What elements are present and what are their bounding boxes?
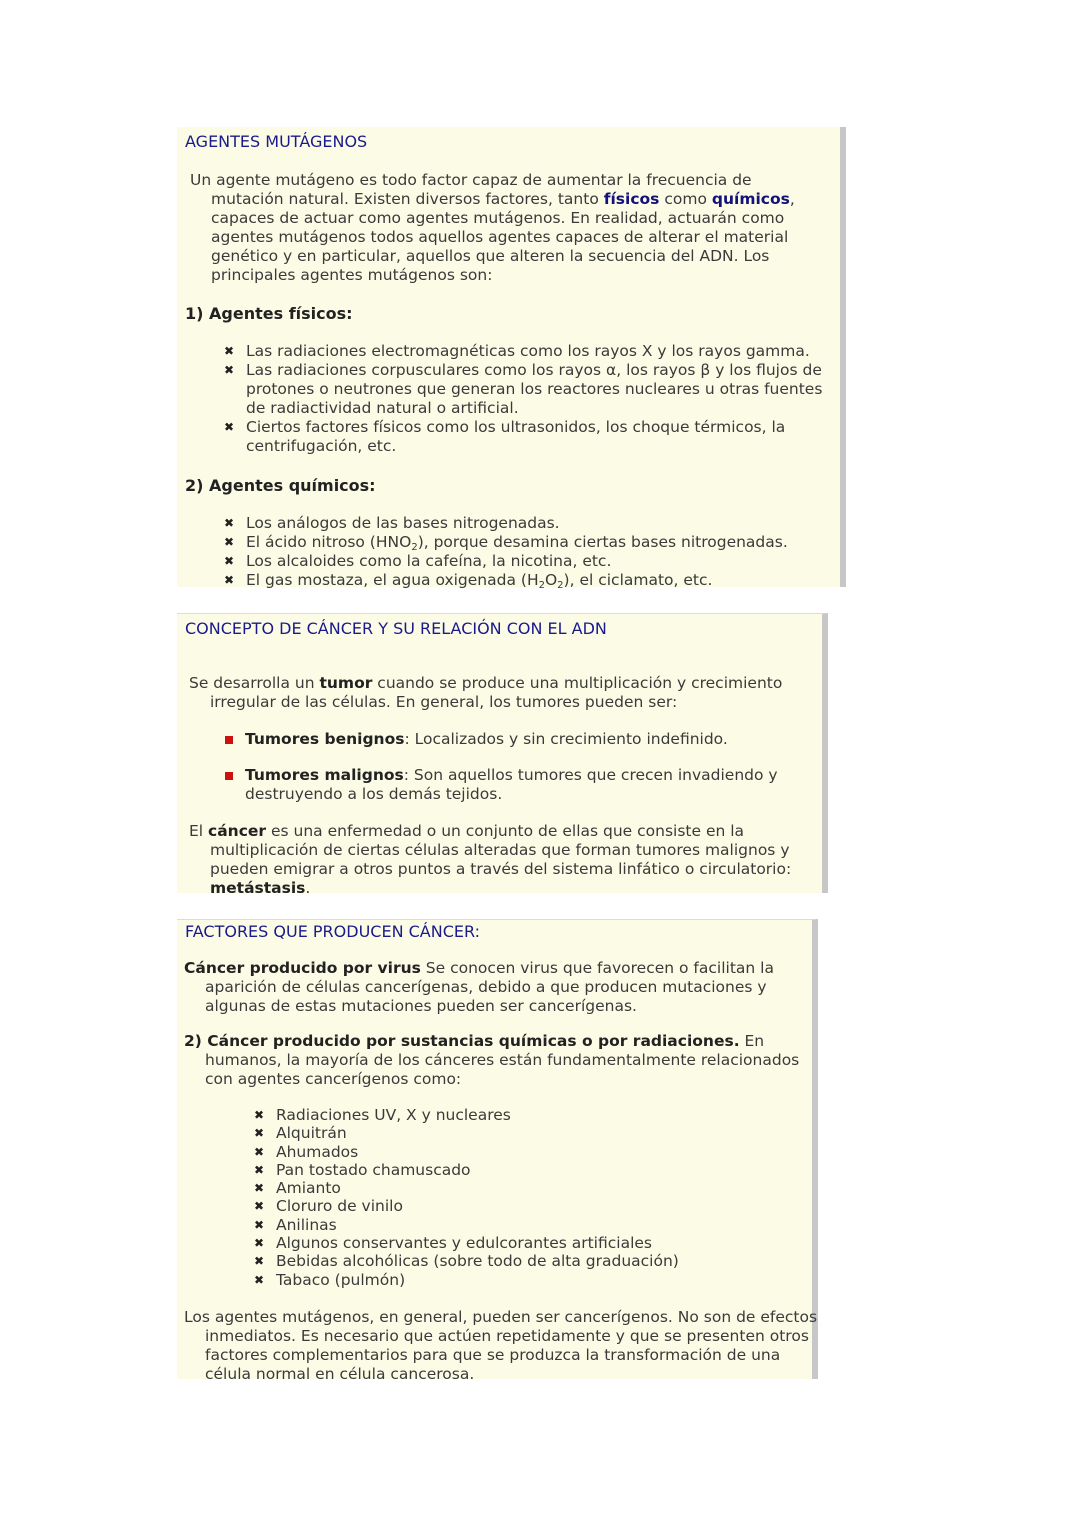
panel-factores-cancer: [177, 919, 818, 1383]
list-item: [222, 571, 828, 590]
list-item-text: Los análogos de las bases nitrogenadas.: [246, 514, 560, 532]
list-item-text: Algunos conservantes y edulcorantes artificiales: [276, 1234, 652, 1253]
closing-paragraph: Los agentes mutágenos, en general, pueden ser cancerígenos. No son de efectos inmediatos. Es necesario que actúen repetidamente y que se presenten otros factores complementarios para que se produzca la transformación de una célula normal en célula cancerosa.: [184, 1308, 818, 1383]
intro-text: , capaces de actuar como agentes mutágenos. En realidad, actuarán como agentes mutágenos todos aquellos agentes capaces de alterar el material genético y en particular, aquellos que alteren la secuencia del ADN. Los principales agentes mutágenos son:: [211, 190, 795, 284]
quimicos-term: químicos: [711, 190, 790, 208]
virus-term: Cáncer producido por virus: [184, 959, 421, 977]
text: En humanos, la mayoría de los cánceres están fundamentalmente relacionados con agentes cancerígenos como:: [205, 1032, 800, 1088]
section-title: FACTORES QUE PRODUCEN CÁNCER:: [185, 922, 481, 941]
red-square-bullet-icon: [225, 772, 233, 780]
x-bullet-icon: ✖: [223, 344, 235, 358]
heading-agentes-quimicos: 2) Agentes químicos:: [185, 476, 376, 495]
list-item-text: O: [544, 571, 558, 589]
list-item: [222, 342, 828, 361]
list-item-text: El ácido nitroso (HNO: [246, 533, 412, 551]
malignant-term: Tumores malignos: [245, 766, 404, 784]
text: El: [189, 822, 209, 840]
subscript: 2: [411, 542, 418, 553]
panel-concepto-cancer: [177, 613, 828, 897]
x-bullet-icon: ✖: [223, 554, 235, 568]
x-bullet-icon: ✖: [253, 1108, 265, 1122]
list-item: [252, 1143, 752, 1161]
carcinogens-list: [252, 1106, 752, 1289]
list-item: [222, 361, 828, 418]
x-bullet-icon: ✖: [253, 1126, 265, 1141]
list-item-text: : Son aquellos tumores que crecen invadiendo y destruyendo a los demás tejidos.: [245, 766, 778, 803]
list-item: [252, 1216, 752, 1234]
intro-paragraph: [190, 171, 826, 285]
list-item: [222, 552, 828, 571]
list-item-text: Ahumados: [276, 1142, 359, 1161]
list-item-text: Pan tostado chamuscado: [276, 1160, 471, 1179]
list-item-text: ), porque desamina ciertas bases nitrogenadas.: [417, 533, 788, 551]
tumor-term: tumor: [319, 674, 373, 692]
list-item: [222, 533, 828, 552]
text: es una enfermedad o un conjunto de ellas que consiste en la multiplicación de ciertas células alteradas que forman tumores malignos y pueden emigrar a otros puntos a través del sistema linfático o circulatorio:: [210, 822, 792, 878]
x-bullet-icon: ✖: [223, 516, 235, 530]
text: .: [305, 879, 311, 897]
benign-term: Tumores benignos: [245, 730, 405, 748]
list-item-text: Las radiaciones corpusculares como los rayos α, los rayos β y los flujos de protones o neutrones que generan los reactores nucleares u otras fuentes de radiactividad natural o artificial.: [246, 361, 823, 417]
quimicos-list: [222, 514, 828, 590]
panel-agentes-mutagenos: [177, 127, 846, 591]
list-item-text: Amianto: [276, 1179, 341, 1198]
list-item-text: Anilinas: [276, 1215, 337, 1234]
x-bullet-icon: ✖: [223, 535, 235, 549]
list-item-text: ), el ciclamato, etc.: [563, 571, 713, 589]
x-bullet-icon: ✖: [223, 573, 235, 587]
list-item-text: El gas mostaza, el agua oxigenada (H: [246, 571, 539, 589]
chemical-term: 2) Cáncer producido por sustancias químicas o por radiaciones.: [184, 1032, 740, 1050]
cancer-paragraph: [189, 822, 820, 898]
tumor-paragraph: [189, 674, 810, 712]
section-title: CONCEPTO DE CÁNCER Y SU RELACIÓN CON EL ADN: [185, 619, 607, 638]
list-item-text: Ciertos factores físicos como los ultrasonidos, los choque térmicos, la centrifugación, etc.: [246, 418, 786, 455]
list-item: [221, 766, 781, 804]
list-item-text: Bebidas alcohólicas (sobre todo de alta graduación): [276, 1252, 679, 1271]
fisicos-list: [222, 342, 828, 456]
heading-agentes-fisicos: 1) Agentes físicos:: [185, 304, 353, 323]
x-bullet-icon: ✖: [253, 1254, 265, 1269]
tumor-types-list: [221, 730, 781, 821]
list-item: [222, 514, 828, 533]
list-item: [252, 1197, 752, 1215]
list-item: [252, 1234, 752, 1252]
cancer-term: cáncer: [208, 822, 267, 840]
list-item-text: Alquitrán: [276, 1124, 347, 1143]
list-item-text: : Localizados y sin crecimiento indefinido.: [404, 730, 728, 748]
list-item: [252, 1179, 752, 1197]
list-item-text: Cloruro de vinilo: [276, 1197, 403, 1216]
x-bullet-icon: ✖: [223, 420, 235, 434]
x-bullet-icon: ✖: [253, 1217, 265, 1232]
red-square-bullet-icon: [225, 736, 233, 744]
fisicos-term: físicos: [603, 190, 660, 208]
list-item-text: Las radiaciones electromagnéticas como los rayos X y los rayos gamma.: [246, 342, 810, 360]
section-title: AGENTES MUTÁGENOS: [185, 132, 368, 151]
list-item: [252, 1271, 752, 1289]
x-bullet-icon: ✖: [253, 1181, 265, 1196]
subscript: 2: [557, 580, 564, 591]
list-item: [222, 418, 828, 456]
subscript: 2: [538, 580, 545, 591]
list-item-text: Radiaciones UV, X y nucleares: [276, 1106, 511, 1124]
x-bullet-icon: ✖: [253, 1272, 265, 1287]
x-bullet-icon: ✖: [253, 1144, 265, 1159]
x-bullet-icon: ✖: [223, 363, 235, 377]
intro-text: como: [659, 190, 712, 208]
x-bullet-icon: ✖: [253, 1199, 265, 1214]
list-item: [252, 1124, 752, 1142]
text: Se desarrolla un: [189, 674, 320, 692]
list-item-text: Tabaco (pulmón): [276, 1270, 406, 1289]
text: Se conocen virus que favorecen o facilitan la aparición de células cancerígenas, debido a que producen mutaciones y algunas de estas mutaciones pueden ser cancerígenas.: [205, 959, 774, 1015]
list-item-text: Los alcaloides como la cafeína, la nicotina, etc.: [246, 552, 612, 570]
x-bullet-icon: ✖: [253, 1162, 265, 1177]
list-item: [221, 730, 781, 749]
virus-paragraph: [184, 959, 815, 1016]
intro-text: Un agente mutágeno es todo factor capaz de aumentar la frecuencia de mutación natural. Existen diversos factores, tanto: [190, 171, 752, 208]
chemical-paragraph: [184, 1032, 820, 1089]
list-item: [252, 1161, 752, 1179]
list-item: [252, 1106, 752, 1124]
x-bullet-icon: ✖: [253, 1236, 265, 1251]
metastasis-term: metástasis: [210, 879, 306, 897]
text: cuando se produce una multiplicación y crecimiento irregular de las células. En general, los tumores pueden ser:: [210, 674, 783, 711]
list-item: [252, 1252, 752, 1270]
